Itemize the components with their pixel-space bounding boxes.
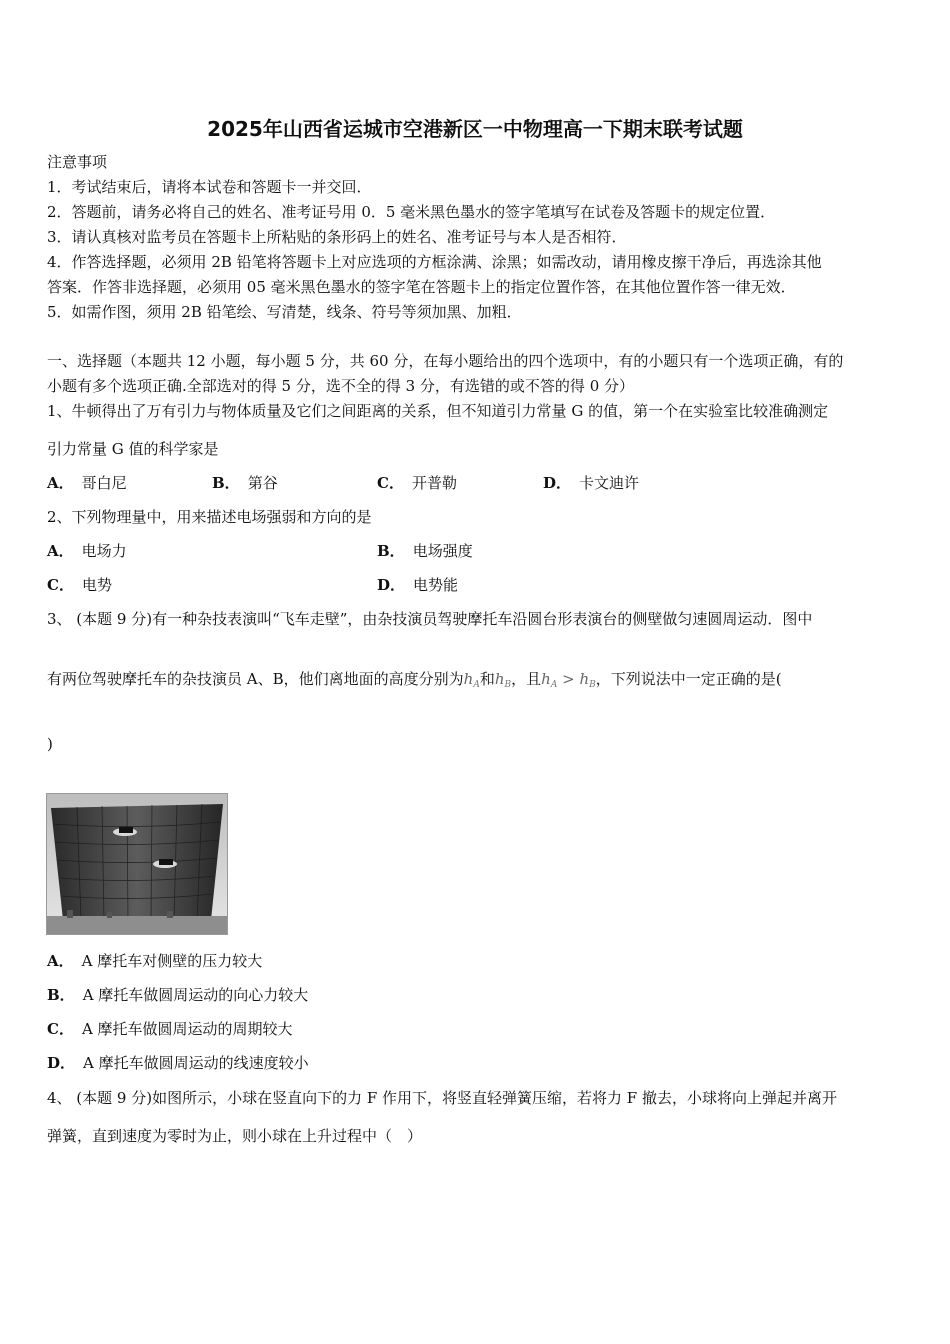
q3-stem: 3、 (本题 9 分)有一种杂技表演叫“飞车走壁”，由杂技演员驾驶摩托车沿圆台形表演台的侧壁做匀速圆周运动．图中 bbox=[47, 610, 813, 628]
notice-item: 2．答题前，请务必将自己的姓名、准考证号用 0．5 毫米黑色墨水的签字笔填写在试卷及答题卡的规定位置． bbox=[47, 203, 776, 221]
q3-stem-cont: 有两位驾驶摩托车的杂技演员 A、B，他们离地面的高度分别为$h_A$和$h_B$，且$h_A > h_B$，下列说法中一定正确的是( bbox=[47, 670, 782, 690]
wall-of-death-photo bbox=[46, 793, 228, 935]
q1-option-a: A． 哥白尼 bbox=[47, 474, 127, 492]
section-heading-cont: 小题有多个选项正确.全部选对的得 5 分，选不全的得 3 分，有选错的或不答的得 0 分） bbox=[47, 377, 635, 395]
section-heading: 一、选择题（本题共 12 小题，每小题 5 分，共 60 分，在每小题给出的四个选项中，有的小题只有一个选项正确，有的 bbox=[47, 352, 844, 370]
q4-stem: 4、 (本题 9 分)如图所示，小球在竖直向下的力 F 作用下，将竖直轻弹簧压缩，若将力 F 撤去，小球将向上弹起并离开 bbox=[47, 1089, 837, 1107]
q3-option-d: D． A 摩托车做圆周运动的线速度较小 bbox=[47, 1054, 309, 1072]
q2-option-b: B． 电场强度 bbox=[377, 542, 473, 560]
q1-option-b: B． 第谷 bbox=[212, 474, 278, 492]
notice-heading: 注意事项 bbox=[47, 153, 108, 171]
q2-option-d: D． 电势能 bbox=[377, 576, 459, 594]
q1-stem: 1、牛顿得出了万有引力与物体质量及它们之间距离的关系，但不知道引力常量 G 的值，第一个在实验室比较准确测定 bbox=[47, 402, 829, 420]
notice-item: 5．如需作图，须用 2B 铅笔绘、写清楚，线条、符号等须加黑、加粗． bbox=[47, 303, 522, 321]
notice-item: 答案．作答非选择题，必须用 05 毫米黑色墨水的签字笔在答题卡上的指定位置作答，在其他位置作答一律无效． bbox=[47, 278, 796, 296]
q1-option-c: C． 开普勒 bbox=[377, 474, 457, 492]
q2-option-a: A． 电场力 bbox=[47, 542, 127, 560]
q3-option-c: C． A 摩托车做圆周运动的周期较大 bbox=[47, 1020, 293, 1038]
notice-item: 4．作答选择题，必须用 2B 铅笔将答题卡上对应选项的方框涂满、涂黑；如需改动，请用橡皮擦干净后，再选涂其他 bbox=[47, 253, 822, 271]
notice-item: 1．考试结束后，请将本试卷和答题卡一并交回． bbox=[47, 178, 372, 196]
q2-stem: 2、下列物理量中，用来描述电场强弱和方向的是 bbox=[47, 508, 372, 526]
q2-option-c: C． 电势 bbox=[47, 576, 112, 594]
q3-option-b: B． A 摩托车做圆周运动的向心力较大 bbox=[47, 986, 309, 1004]
q3-option-a: A． A 摩托车对侧壁的压力较大 bbox=[47, 952, 263, 970]
q3-paren-close: ) bbox=[47, 735, 53, 753]
q4-stem-cont: 弹簧，直到速度为零时为止，则小球在上升过程中（ ） bbox=[47, 1127, 423, 1145]
page-title: 2025年山西省运城市空港新区一中物理高一下期末联考试题 bbox=[207, 117, 743, 141]
q1-stem-cont: 引力常量 G 值的科学家是 bbox=[47, 440, 219, 458]
q1-option-d: D． 卡文迪许 bbox=[543, 474, 640, 492]
notice-item: 3．请认真核对监考员在答题卡上所粘贴的条形码上的姓名、准考证号与本人是否相符． bbox=[47, 228, 627, 246]
